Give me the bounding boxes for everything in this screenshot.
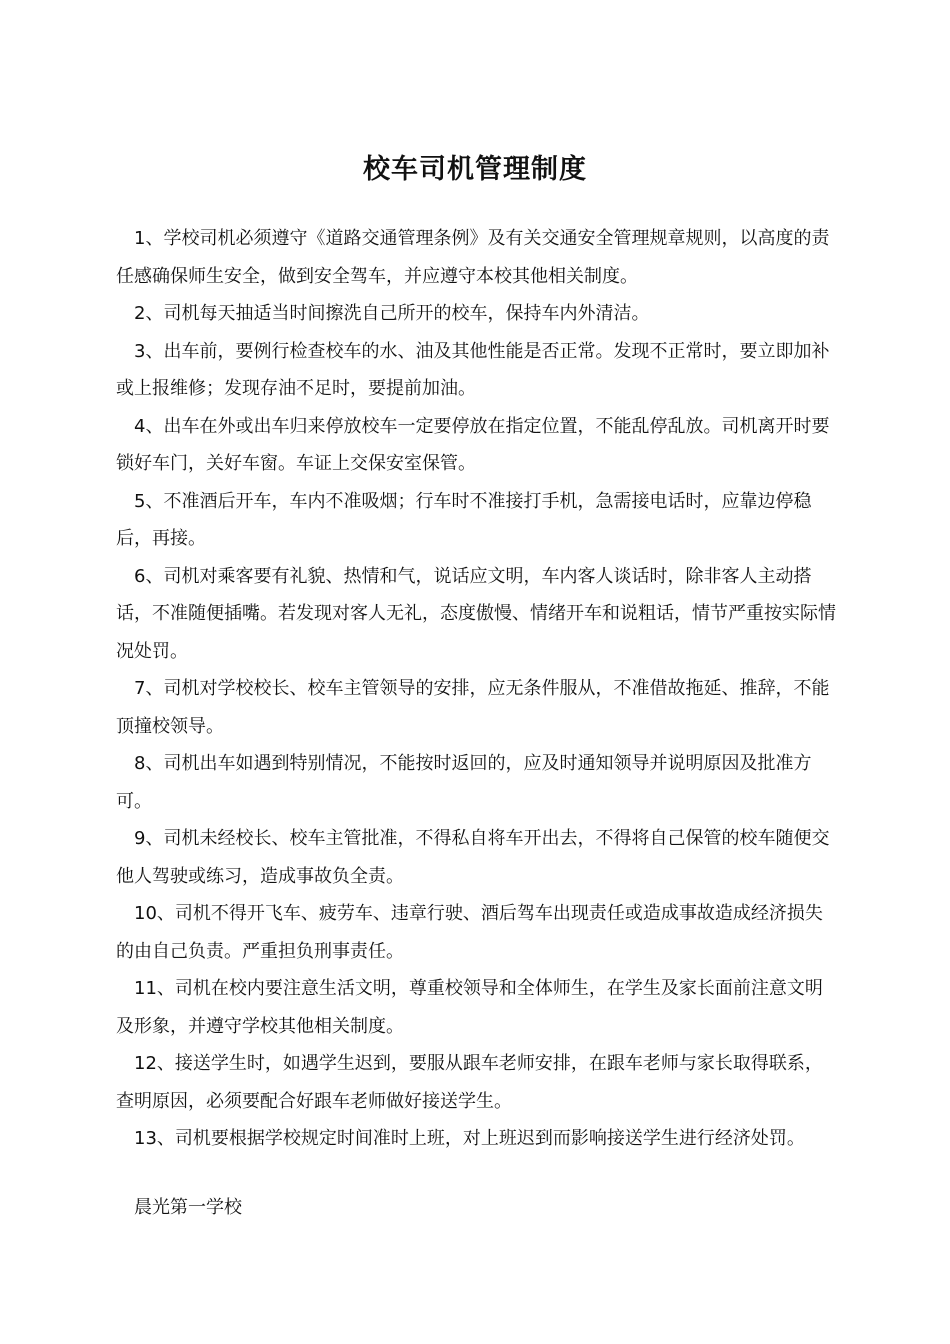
rule-item: 11、司机在校内要注意生活文明，尊重校领导和全体师生，在学生及家长面前注意文明及形象，并遵守学校其他相关制度。 xyxy=(116,978,823,1037)
rule-item: 8、司机出车如遇到特别情况，不能按时返回的，应及时通知领导并说明原因及批准方可。 xyxy=(116,753,812,812)
rule-item: 1、学校司机必须遵守《道路交通管理条例》及有关交通安全管理规章规则，以高度的责任感确保师生安全，做到安全驾车，并应遵守本校其他相关制度。 xyxy=(116,228,830,287)
rule-item: 3、出车前，要例行检查校车的水、油及其他性能是否正常。发现不正常时，要立即加补或上报维修；发现存油不足时，要提前加油。 xyxy=(116,340,830,399)
rule-item: 7、司机对学校校长、校车主管领导的安排，应无条件服从，不准借故拖延、推辞，不能顶撞校领导。 xyxy=(116,678,830,737)
rule-item: 6、司机对乘客要有礼貌、热情和气，说话应文明，车内客人谈话时，除非客人主动搭话，不准随便插嘴。若发现对客人无礼，态度傲慢、情绪开车和说粗话，情节严重按实际情况处罚。 xyxy=(116,565,836,662)
rule-item: 13、司机要根据学校规定时间准时上班，对上班迟到而影响接送学生进行经济处罚。 xyxy=(134,1128,805,1149)
rule-item: 10、司机不得开飞车、疲劳车、违章行驶、酒后驾车出现责任或造成事故造成经济损失的由自己负责。严重担负刑事责任。 xyxy=(116,903,823,962)
rule-item: 5、不准酒后开车，车内不准吸烟；行车时不准接打手机，急需接电话时，应靠边停稳后，再接。 xyxy=(116,490,812,549)
rule-item: 4、出车在外或出车归来停放校车一定要停放在指定位置，不能乱停乱放。司机离开时要锁好车门，关好车窗。车证上交保安室保管。 xyxy=(116,415,830,474)
rule-item: 2、司机每天抽适当时间擦洗自己所开的校车，保持车内外清洁。 xyxy=(134,303,650,324)
rule-item: 12、接送学生时，如遇学生迟到，要服从跟车老师安排，在跟车老师与家长取得联系，查明原因，必须要配合好跟车老师做好接送学生。 xyxy=(116,1053,823,1112)
document-title: 校车司机管理制度 xyxy=(363,154,587,186)
school-signature: 晨光第一学校 xyxy=(134,1197,242,1218)
rule-item: 9、司机未经校长、校车主管批准，不得私自将车开出去，不得将自己保管的校车随便交他人驾驶或练习，造成事故负全责。 xyxy=(116,828,830,887)
rules-list xyxy=(116,220,838,1158)
